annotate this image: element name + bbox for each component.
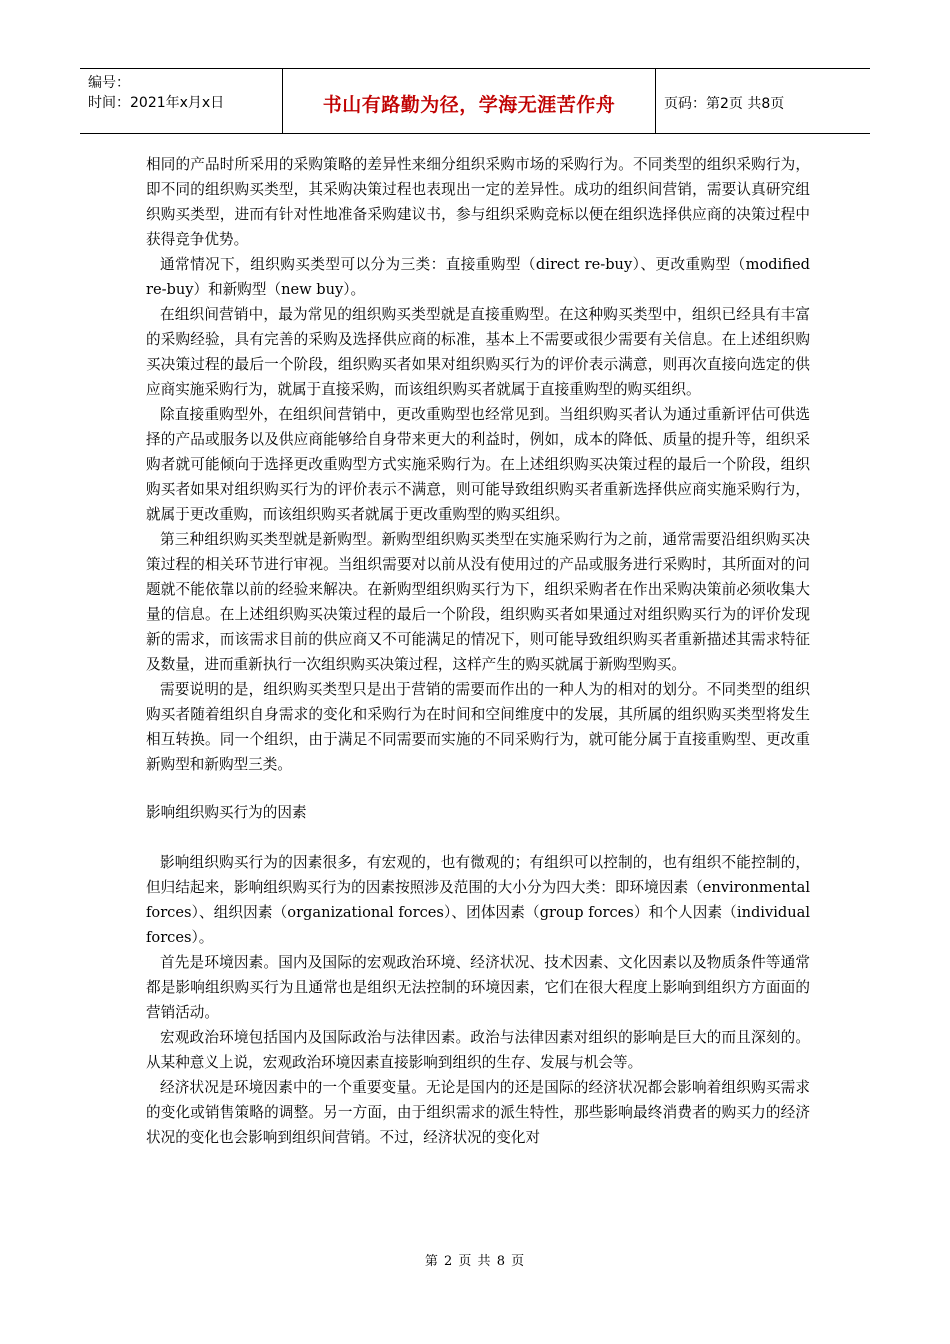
body-paragraph: 首先是环境因素。国内及国际的宏观政治环境、经济状况、技术因素、文化因素以及物质条件等通常都是影响组织购买行为且通常也是组织无法控制的环境因素，它们在很大程度上影响到组织方方面面的营销活动。 [146, 954, 810, 1021]
document-code-label: 编号： [88, 75, 130, 91]
body-paragraph: 第三种组织购买类型就是新购型。新购型组织购买类型在实施采购行为之前，通常需要沿组织购买决策过程的相关环节进行审视。当组织需要对以前从没有使用过的产品或服务进行采购时，其所面对的问题就不能依靠以前的经验来解决。在新购型组织购买行为下，组织采购者在作出采购决策前必须收集大量的信息。在上述组织购买决策过程的最后一个阶段，组织购买者如果通过对组织购买行为的评价发现新的需求，而该需求目前的供应商又不可能满足的情况下，则可能导致组织购买者重新描述其需求特征及数量，进而重新执行一次组织购买决策过程，这样产生的购买就属于新购型购买。 [146, 531, 810, 673]
document-body [146, 152, 810, 1150]
body-paragraph: 除直接重购型外，在组织间营销中，更改重购型也经常见到。当组织购买者认为通过重新评估可供选择的产品或服务以及供应商能够给自身带来更大的利益时，例如，成本的降低、质量的提升等，组织采购者就可能倾向于选择更改重购型方式实施采购行为。在上述组织购买决策过程的最后一个阶段，组织购买者如果对组织购买行为的评价表示不满意，则可能导致组织购买者重新选择供应商实施采购行为，就属于更改重购，而该组织购买者就属于更改重购型的购买组织。 [146, 406, 810, 523]
body-paragraph: 影响组织购买行为的因素很多，有宏观的，也有微观的；有组织可以控制的，也有组织不能控制的，但归结起来，影响组织购买行为的因素按照涉及范围的大小分为四大类：即环境因素（environmental forces）、组织因素（organizational forces）、团体因素（group forces）和个人因素（individual forces）。 [146, 854, 810, 946]
body-paragraph: 通常情况下，组织购买类型可以分为三类：直接重购型（direct re-buy）、更改重购型（modified re-buy）和新购型（new buy）。 [146, 256, 810, 298]
header-meta-cell [80, 69, 283, 133]
body-paragraph: 相同的产品时所采用的采购策略的差异性来细分组织采购市场的采购行为。不同类型的组织采购行为，即不同的组织购买类型，其采购决策过程也表现出一定的差异性。成功的组织间营销，需要认真研究组织购买类型，进而有针对性地准备采购建议书，参与组织采购竞标以便在组织选择供应商的决策过程中获得竞争优势。 [146, 156, 810, 248]
body-paragraph: 在组织间营销中，最为常见的组织购买类型就是直接重购型。在这种购买类型中，组织已经具有丰富的采购经验，具有完善的采购及选择供应商的标准，基本上不需要或很少需要有关信息。在上述组织购买决策过程的最后一个阶段，组织购买者如果对组织购买行为的评价表示满意，则再次直接向选定的供应商实施采购行为，就属于直接采购，而该组织购买者就属于直接重购型的购买组织。 [146, 306, 810, 398]
section-heading: 影响组织购买行为的因素 [146, 804, 307, 821]
page-header [80, 68, 870, 134]
body-paragraph: 经济状况是环境因素中的一个重要变量。无论是国内的还是国际的经济状况都会影响着组织购买需求的变化或销售策略的调整。另一方面，由于组织需求的派生特性，那些影响最终消费者的购买力的经济状况的变化也会影响到组织间营销。不过，经济状况的变化对 [146, 1079, 810, 1146]
header-page-cell [656, 69, 870, 133]
header-page-number: 页码：第2页 共8页 [664, 96, 785, 112]
body-paragraph: 宏观政治环境包括国内及国际政治与法律因素。政治与法律因素对组织的影响是巨大的而且深刻的。从某种意义上说，宏观政治环境因素直接影响到组织的生存、发展与机会等。 [146, 1029, 810, 1071]
body-paragraph: 需要说明的是，组织购买类型只是出于营销的需要而作出的一种人为的相对的划分。不同类型的组织购买者随着组织自身需求的变化和采购行为在时间和空间维度中的发展，其所属的组织购买类型将发生相互转换。同一个组织，由于满足不同需要而实施的不同采购行为，就可能分属于直接重购型、更改重新购型和新购型三类。 [146, 681, 810, 773]
document-time-label: 时间：2021年x月x日 [88, 95, 225, 111]
header-motto-cell [283, 69, 656, 133]
page-footer: 第 2 页 共 8 页 [424, 1254, 526, 1269]
header-motto: 书山有路勤为径，学海无涯苦作舟 [322, 93, 616, 116]
